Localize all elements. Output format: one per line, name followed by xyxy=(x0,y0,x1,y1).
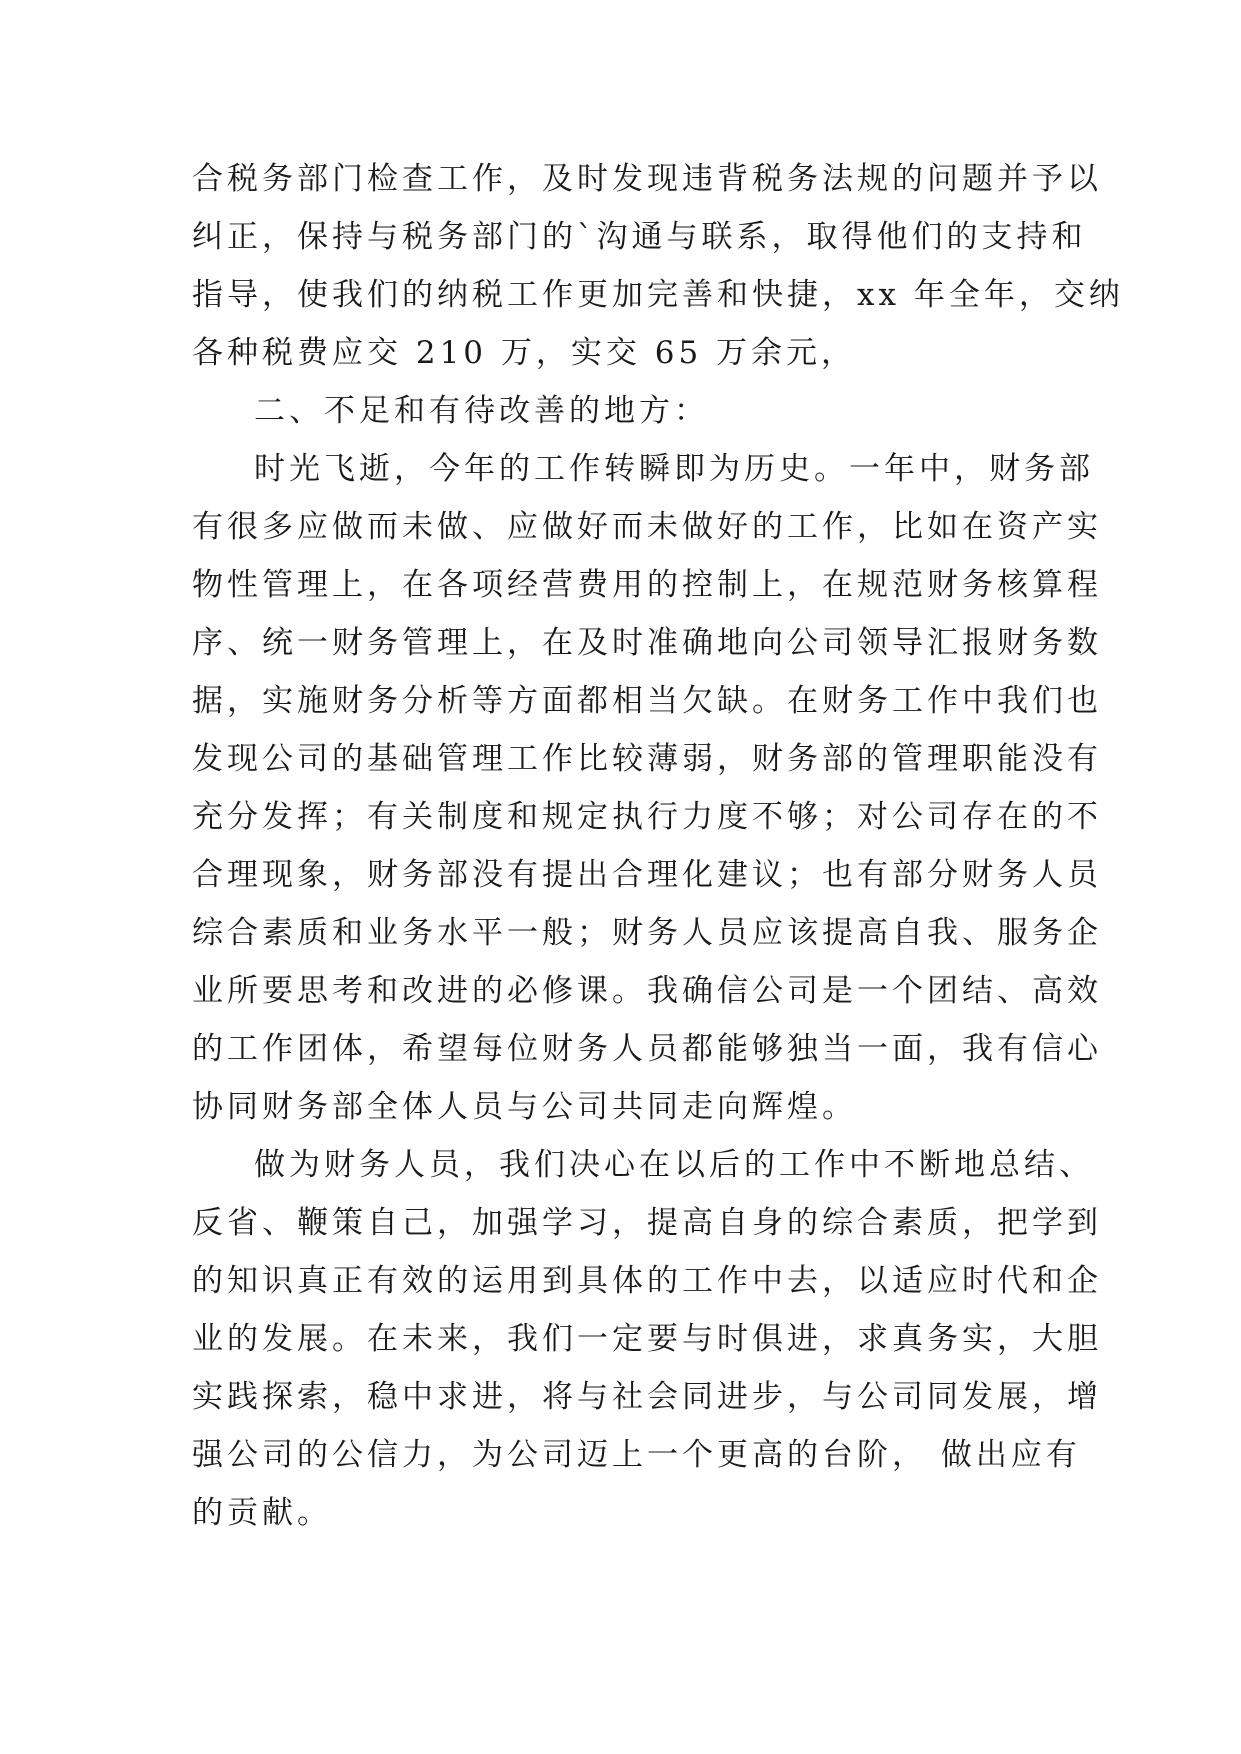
text-line: 各种税费应交 210 万，实交 65 万余元， xyxy=(192,335,857,371)
text-line: 业的发展。在未来，我们一定要与时俱进，求真务实，大胆 xyxy=(192,1321,1102,1357)
text-line: 的知识真正有效的运用到具体的工作中去，以适应时代和企 xyxy=(192,1263,1102,1299)
text-line: 的工作团体，希望每位财务人员都能够独当一面，我有信心 xyxy=(192,1031,1102,1067)
text-line: 序、统一财务管理上，在及时准确地向公司领导汇报财务数 xyxy=(192,625,1102,661)
text-line: 充分发挥；有关制度和规定执行力度不够；对公司存在的不 xyxy=(192,799,1102,835)
text-line: 时光飞逝，今年的工作转瞬即为历史。一年中，财务部 xyxy=(254,451,1094,487)
text-line: 合理现象，财务部没有提出合理化建议；也有部分财务人员 xyxy=(192,857,1102,893)
text-line: 业所要思考和改进的必修课。我确信公司是一个团结、高效 xyxy=(192,973,1102,1009)
text-line: 合税务部门检查工作，及时发现违背税务法规的问题并予以 xyxy=(192,161,1102,197)
text-line: 物性管理上，在各项经营费用的控制上，在规范财务核算程 xyxy=(192,567,1102,603)
text-line: 二、不足和有待改善的地方： xyxy=(254,393,709,429)
text-line: 的贡献。 xyxy=(192,1495,332,1531)
text-line: 协同财务部全体人员与公司共同走向辉煌。 xyxy=(192,1089,857,1125)
text-line: 反省、鞭策自己，加强学习，提高自身的综合素质，把学到 xyxy=(192,1205,1102,1241)
text-line: 纠正，保持与税务部门的`沟通与联系，取得他们的支持和 xyxy=(192,219,1087,255)
text-line: 发现公司的基础管理工作比较薄弱，财务部的管理职能没有 xyxy=(192,741,1102,777)
text-line: 实践探索，稳中求进，将与社会同进步，与公司同发展，增 xyxy=(192,1379,1102,1415)
body-text xyxy=(192,150,1124,1542)
text-line: 指导，使我们的纳税工作更加完善和快捷，xx 年全年，交纳 xyxy=(192,277,1124,313)
text-line: 据，实施财务分析等方面都相当欠缺。在财务工作中我们也 xyxy=(192,683,1102,719)
text-line: 做为财务人员，我们决心在以后的工作中不断地总结、 xyxy=(254,1147,1094,1183)
text-line: 有很多应做而未做、应做好而未做好的工作，比如在资产实 xyxy=(192,509,1102,545)
text-line: 强公司的公信力，为公司迈上一个更高的台阶， 做出应有 xyxy=(192,1437,1081,1473)
text-line: 综合素质和业务水平一般；财务人员应该提高自我、服务企 xyxy=(192,915,1102,951)
